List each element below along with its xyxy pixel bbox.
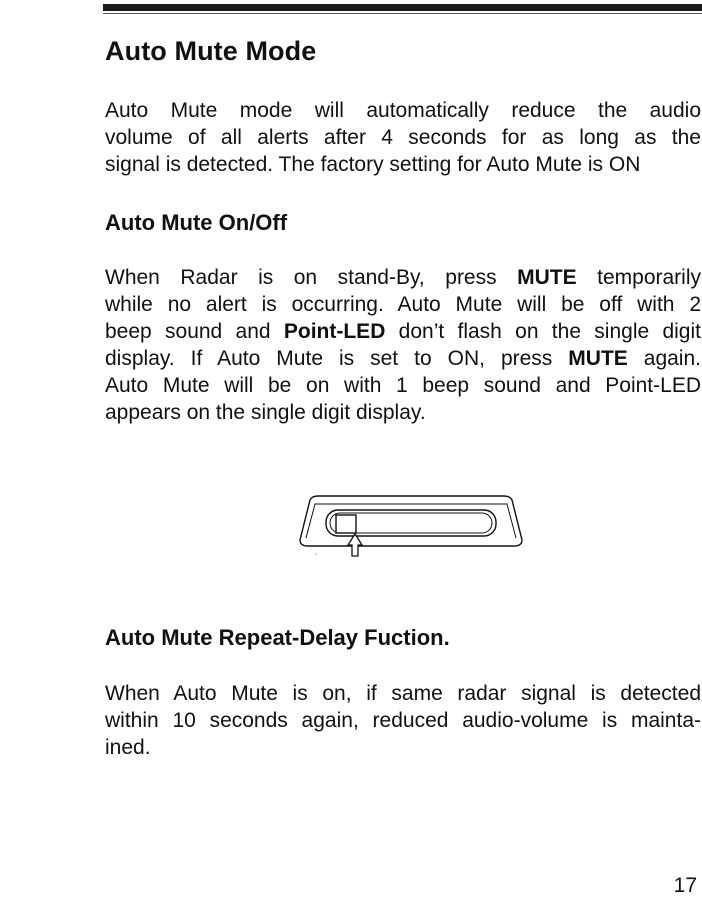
section-title-repeat-delay: Auto Mute Repeat-Delay Fuction. [105, 625, 450, 650]
point-led-icon [336, 515, 356, 533]
arrow-up-icon [348, 534, 362, 556]
page-number: 17 [673, 874, 697, 897]
onoff-paragraph [105, 264, 701, 426]
mute-keyword: MUTE [517, 266, 577, 289]
intro-line-2: volume of all alerts after 4 seconds for as long as the [105, 126, 701, 149]
intro-paragraph [105, 97, 701, 178]
repeat-line-2: within 10 seconds again, reduced audio-volume is mainta- [105, 709, 701, 732]
section-title-onoff: Auto Mute On/Off [105, 210, 288, 235]
onoff-line-5: Auto Mute will be on with 1 beep sound and Point-LED [105, 374, 701, 397]
point-led-keyword: Point-LED [283, 320, 386, 343]
intro-line-3: signal is detected. The factory setting for Auto Mute is ON [105, 153, 641, 176]
onoff-line-1: When Radar is on stand-By, press MUTE temporarily [105, 266, 701, 289]
repeat-line-1: When Auto Mute is on, if same radar signal is detected [105, 682, 701, 705]
repeat-paragraph [105, 680, 701, 761]
repeat-line-3: ined. [105, 736, 151, 759]
mute-keyword: MUTE [568, 347, 628, 370]
top-rule [103, 4, 702, 11]
onoff-line-4: display. If Auto Mute is set to ON, press MUTE again. [105, 347, 701, 370]
onoff-line-6: appears on the single digit display. [105, 401, 426, 424]
intro-line-1: Auto Mute mode will automatically reduce the audio [105, 99, 701, 122]
onoff-line-2: while no alert is occurring. Auto Mute will be off with 2 [105, 293, 701, 316]
page-title: Auto Mute Mode [105, 36, 317, 66]
onoff-line-3: beep sound and Point-LED don’t flash on the single digit [105, 320, 701, 343]
display-diagram [296, 488, 526, 568]
